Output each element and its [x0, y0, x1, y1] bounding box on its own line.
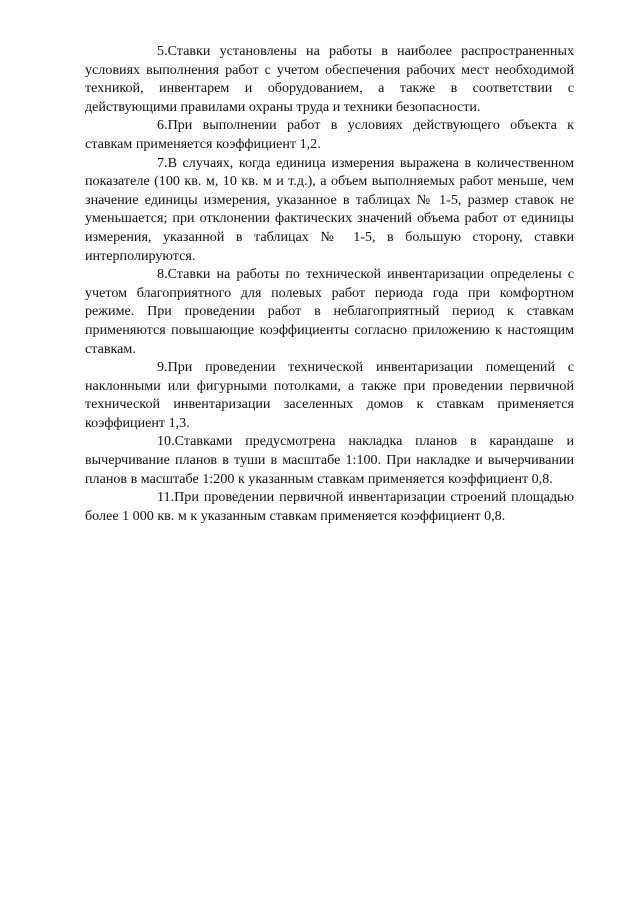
paragraph-11 [85, 488, 574, 525]
paragraph-8 [85, 265, 574, 358]
paragraph-number: 7. [157, 154, 168, 171]
paragraph-number: 9. [157, 359, 168, 376]
paragraph-6 [85, 116, 574, 153]
paragraph-text: Ставки установлены на работы в наиболее распространенных условиях выполнения работ с учетом обеспечения рабочих мест необходимой техникой, инвентарем и оборудованием, а также в соответствии с действующими правилами охраны труда и техники безопасности. [85, 43, 574, 115]
paragraph-number: 6. [157, 117, 168, 134]
paragraph-text: В случаях, когда единица измерения выражена в количественном показателе (100 кв. м, 10 кв. м и т.д.), а объем выполняемых работ меньше, чем значение единицы измерения, указанное в таблицах № 1-5, размер ставок не уменьшается; при отклонении фактических значений объема работ от единицы измерения, указанной в таблицах № 1-5, в большую сторону, ставки интерполируются. [85, 154, 574, 264]
paragraph-number: 11. [157, 489, 175, 506]
paragraph-number: 8. [157, 266, 168, 283]
paragraph-text: Ставками предусмотрена накладка планов в карандаше и вычерчивание планов в туши в масштабе 1:100. При накладке и вычерчивании планов в масштабе 1:200 к указанным ставкам применяется коэффициент 0,8. [85, 433, 574, 487]
paragraph-5 [85, 42, 574, 116]
paragraph-7 [85, 154, 574, 266]
paragraph-10 [85, 432, 574, 488]
paragraph-text: При выполнении работ в условиях действующего объекта к ставкам применяется коэффициент 1,2. [85, 117, 574, 152]
paragraph-text: Ставки на работы по технической инвентаризации определены с учетом благоприятного для полевых работ периода года при комфортном режиме. При проведении работ в неблагоприятный период к ставкам применяются повышающие коэффициенты согласно приложению к настоящим ставкам. [85, 266, 574, 357]
paragraph-text: При проведении технической инвентаризации помещений с наклонными или фигурными потолками, а также при проведении первичной технической инвентаризации заселенных домов к ставкам применяется коэффициент 1,3. [85, 359, 574, 431]
document-body [85, 42, 574, 525]
paragraph-number: 10. [157, 433, 175, 450]
paragraph-number: 5. [157, 43, 168, 59]
paragraph-9 [85, 358, 574, 432]
paragraph-text: При проведении первичной инвентаризации строений площадью более 1 000 кв. м к указанным ставкам применяется коэффициент 0,8. [85, 489, 574, 524]
